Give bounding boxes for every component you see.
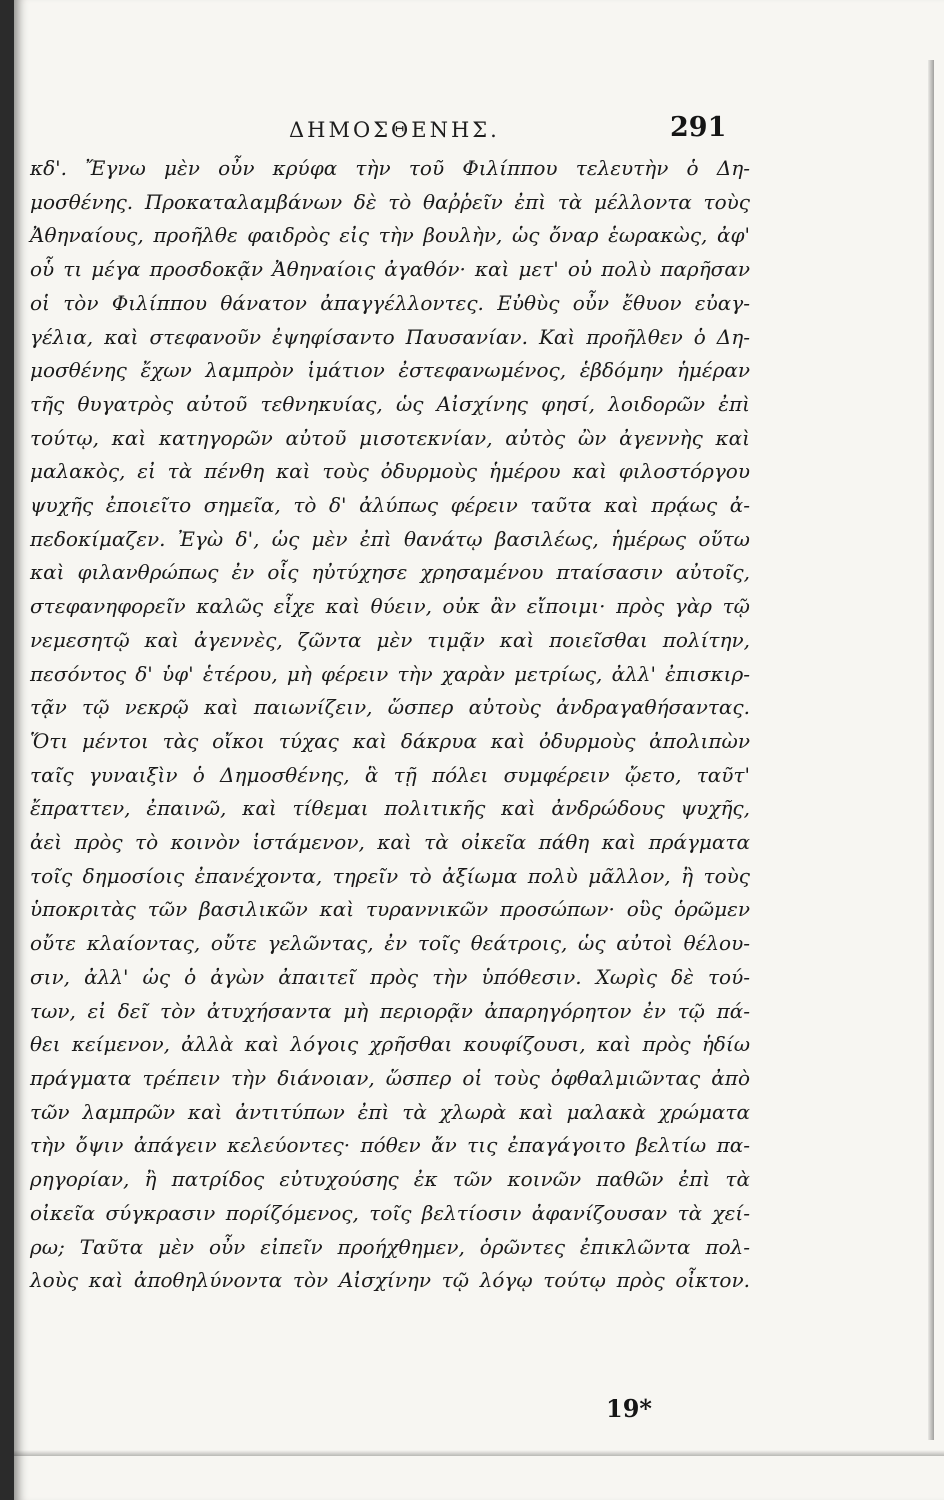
- text-line: Ἀθηναίους, προῆλθε φαιδρὸς εἰς τὴν βουλὴν, ὡς ὄναρ ἑωρακὼς, ἀφ': [30, 223, 750, 248]
- page-number: 291: [670, 112, 727, 143]
- page-bottom-shadow: [14, 1450, 944, 1456]
- text-line: μοσθένης. Προκαταλαμβάνων δὲ τὸ θαῤῥεῖν ἐπὶ τὰ μέλλοντα τοὺς: [30, 189, 750, 214]
- page-edge-shadow: [928, 60, 934, 1440]
- text-line: ψυχῆς ἐποιεῖτο σημεῖα, τὸ δ' ἀλύπως φέρειν ταῦτα καὶ πρᾴως ἀ-: [30, 493, 750, 518]
- book-page: [14, 0, 944, 1500]
- text-line: οἱ τὸν Φιλίππου θάνατον ἀπαγγέλλοντες. Εὐθὺς οὖν ἔθυον εὐαγ-: [30, 290, 750, 315]
- text-line: νεμεσητῷ καὶ ἀγεννὲς, ζῶντα μὲν τιμᾷν καὶ ποιεῖσθαι πολίτην,: [30, 627, 750, 652]
- text-line: ἀεὶ πρὸς τὸ κοινὸν ἱστάμενον, καὶ τὰ οἰκεῖα πάθη καὶ πράγματα: [30, 830, 750, 855]
- text-line: ταῖς γυναιξὶν ὁ Δημοσθένης, ἃ τῇ πόλει συμφέρειν ᾤετο, ταῦτ': [30, 762, 750, 787]
- text-line: τῶν λαμπρῶν καὶ ἀντιτύπων ἐπὶ τὰ χλωρὰ καὶ μαλακὰ χρώματα: [30, 1099, 750, 1124]
- text-line: οἰκεῖα σύγκρασιν πορίζόμενος, τοῖς βελτίοσιν ἀφανίζουσαν τὰ χεί-: [30, 1200, 750, 1225]
- text-line: ὑποκριτὰς τῶν βασιλικῶν καὶ τυραννικῶν προσώπων· οὓς ὁρῶμεν: [30, 897, 750, 922]
- text-line: ρηγορίαν, ἢ πατρίδος εὐτυχούσης ἐκ τῶν κοινῶν παθῶν ἐπὶ τὰ: [30, 1167, 750, 1192]
- text-line: μοσθένης ἔχων λαμπρὸν ἱμάτιον ἐστεφανωμένος, ἑβδόμην ἡμέραν: [30, 358, 750, 383]
- text-line: λοὺς καὶ ἀποθηλύνοντα τὸν Αἰσχίνην τῷ λόγῳ τούτῳ πρὸς οἶκτον.: [30, 1268, 750, 1293]
- text-line: ρω; Ταῦτα μὲν οὖν εἰπεῖν προήχθημεν, ὁρῶντες ἐπικλῶντα πολ-: [30, 1234, 750, 1259]
- text-line: ἔπραττεν, ἐπαινῶ, καὶ τίθεμαι πολιτικῆς καὶ ἀνδρώδους ψυχῆς,: [30, 796, 750, 821]
- text-line: γέλια, καὶ στεφανοῦν ἐψηφίσαντο Παυσανίαν. Καὶ προῆλθεν ὁ Δη-: [30, 324, 750, 349]
- text-line: οὔτε κλαίοντας, οὔτε γελῶντας, ἐν τοῖς θεάτροις, ὡς αὐτοὶ θέλου-: [30, 931, 750, 956]
- text-line: Ὅτι μέντοι τὰς οἴκοι τύχας καὶ δάκρυα καὶ ὀδυρμοὺς ἀπολιπὼν: [30, 728, 750, 753]
- page-gutter-shadow: [0, 0, 14, 1500]
- text-line: καὶ φιλανθρώπως ἐν οἷς ηὐτύχησε χρησαμένου πταίσασιν αὐτοῖς,: [30, 560, 750, 585]
- signature-mark: 19*: [606, 1394, 652, 1423]
- text-line: οὗ τι μέγα προσδοκᾷν Ἀθηναίοις ἀγαθόν· καὶ μετ' οὐ πολὺ παρῆσαν: [30, 257, 750, 282]
- text-line: τᾷν τῷ νεκρῷ καὶ παιωνίζειν, ὥσπερ αὐτοὺς ἀνδραγαθήσαντας.: [30, 695, 750, 720]
- text-line: μαλακὸς, εἰ τὰ πένθη καὶ τοὺς ὀδυρμοὺς ἡμέρου καὶ φιλοστόργου: [30, 459, 750, 484]
- body-text: [30, 152, 750, 1298]
- text-line: τῆς θυγατρὸς αὐτοῦ τεθνηκυίας, ὡς Αἰσχίνης φησί, λοιδορῶν ἐπὶ: [30, 391, 750, 416]
- text-line: τὴν ὄψιν ἀπάγειν κελεύοντες· πόθεν ἄν τις ἐπαγάγοιτο βελτίω πα-: [30, 1133, 750, 1158]
- text-line: θει κείμενον, ἀλλὰ καὶ λόγοις χρῆσθαι κουφίζουσι, καὶ πρὸς ἡδίω: [30, 1032, 750, 1057]
- text-line: πεσόντος δ' ὑφ' ἑτέρου, μὴ φέρειν τὴν χαρὰν μετρίως, ἀλλ' ἐπισκιρ-: [30, 661, 750, 686]
- text-line: τοῖς δημοσίοις ἐπανέχοντα, τηρεῖν τὸ ἀξίωμα πολὺ μᾶλλον, ἢ τοὺς: [30, 863, 750, 888]
- text-line: πεδοκίμαζεν. Ἐγὼ δ', ὡς μὲν ἐπὶ θανάτῳ βασιλέως, ἡμέρως οὕτω: [30, 526, 750, 551]
- text-line: πράγματα τρέπειν τὴν διάνοιαν, ὥσπερ οἱ τοὺς ὀφθαλμιῶντας ἀπὸ: [30, 1065, 750, 1090]
- text-line: σιν, ἀλλ' ὡς ὁ ἀγὼν ἀπαιτεῖ πρὸς τὴν ὑπόθεσιν. Χωρὶς δὲ τού-: [30, 964, 750, 989]
- running-head: ΔΗΜΟΣΘΕΝΗΣ.: [289, 118, 500, 142]
- text-line: στεφανηφορεῖν καλῶς εἶχε καὶ θύειν, οὐκ ἂν εἴποιμι· πρὸς γὰρ τῷ: [30, 594, 750, 619]
- text-line: κδ'. Ἔγνω μὲν οὖν κρύφα τὴν τοῦ Φιλίππου τελευτὴν ὁ Δη-: [30, 156, 750, 180]
- text-line: των, εἰ δεῖ τὸν ἀτυχήσαντα μὴ περιορᾷν ἀπαρηγόρητον ἐν τῷ πά-: [30, 998, 750, 1023]
- text-line: τούτῳ, καὶ κατηγορῶν αὐτοῦ μισοτεκνίαν, αὐτὸς ὢν ἀγεννὴς καὶ: [30, 425, 750, 450]
